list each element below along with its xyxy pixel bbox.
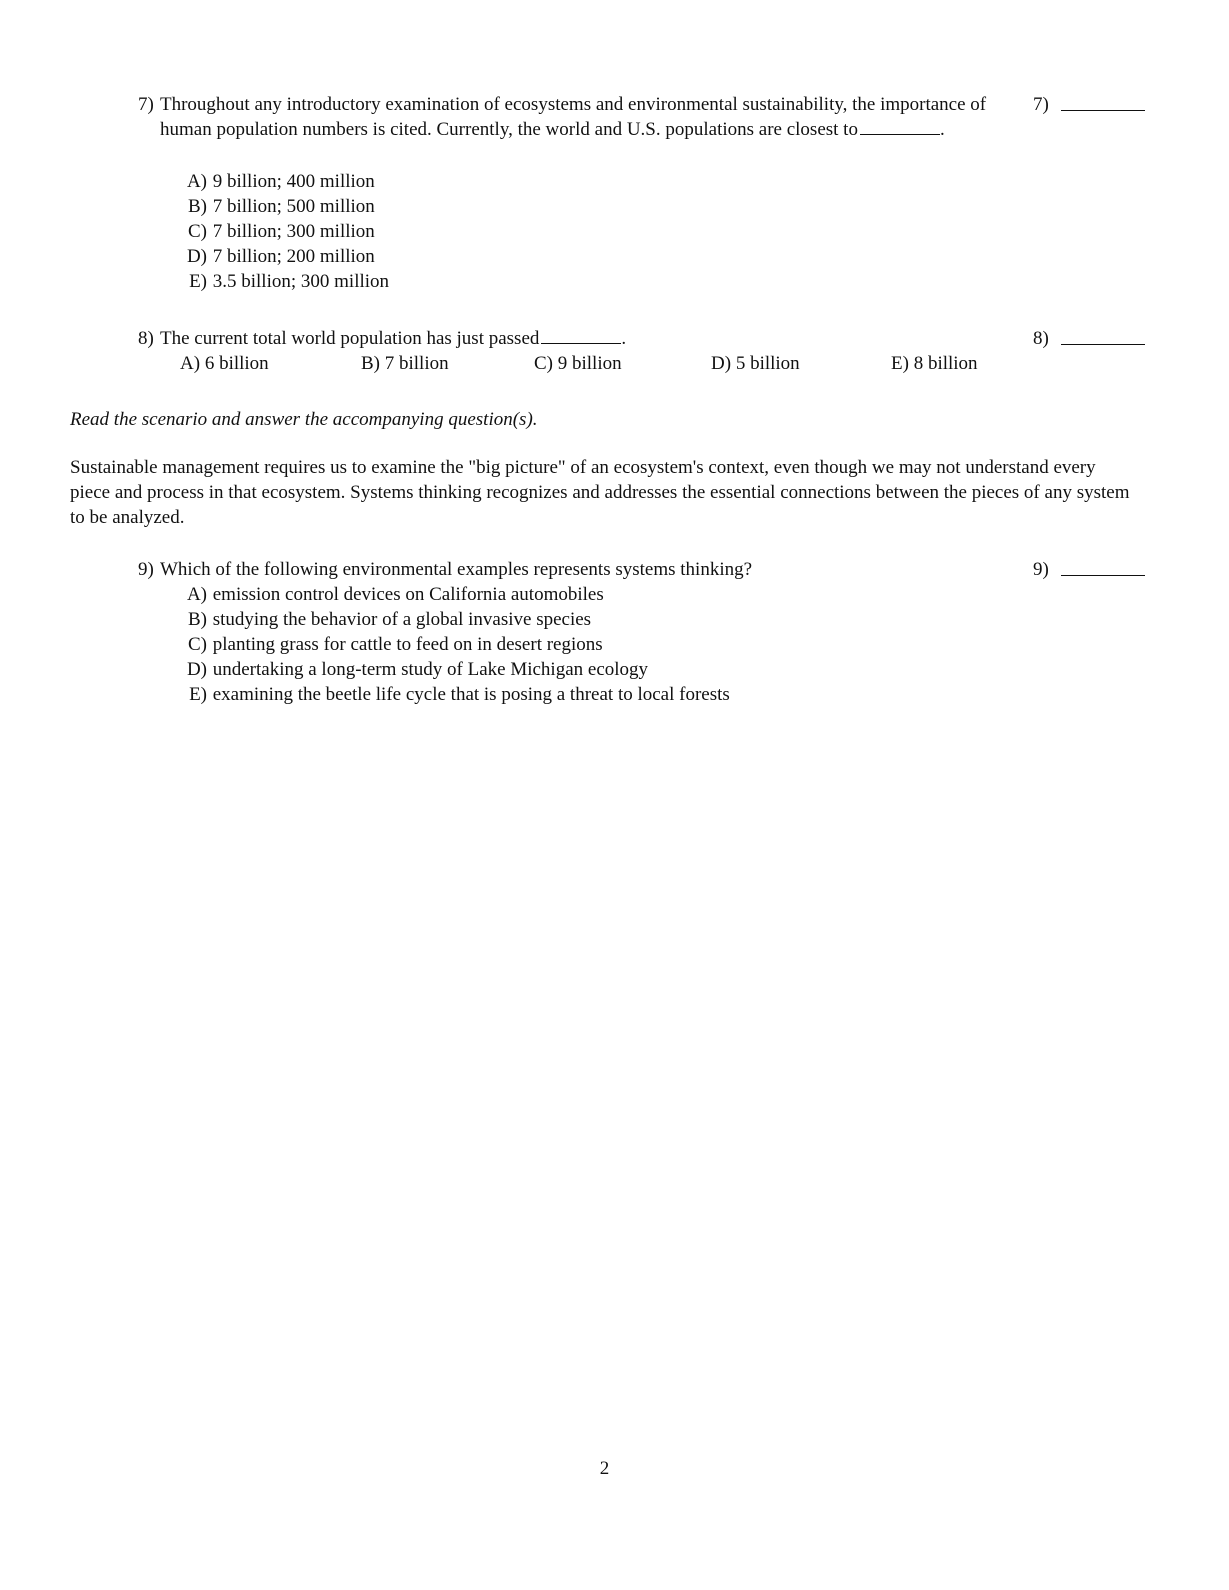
choice-list — [180, 582, 730, 707]
answer-number: 9) — [1033, 559, 1049, 580]
choice-d — [711, 351, 800, 376]
choice-a — [180, 582, 730, 607]
choice-d — [180, 657, 730, 682]
choice-text: 9 billion; 400 million — [212, 171, 375, 192]
question-text-main: The current total world population has just passed — [160, 328, 540, 349]
choice-letter: B) — [361, 353, 380, 374]
choice-b — [180, 194, 389, 219]
question-text-main: Throughout any introductory examination of ecosystems and environmental sustainability, the importance of human population numbers is cited. Currently, the world and U.S. populations are closest to — [160, 94, 987, 140]
choice-list — [180, 169, 389, 294]
inline-answer-blank — [860, 117, 940, 135]
scenario-instruction: Read the scenario and answer the accompanying question(s). — [70, 409, 538, 430]
choice-letter: C) — [534, 353, 553, 374]
choice-letter: A) — [186, 171, 207, 192]
choice-text: 6 billion — [204, 353, 269, 374]
choice-text: 7 billion; 200 million — [212, 246, 375, 267]
choice-text: planting grass for cattle to feed on in desert regions — [212, 634, 603, 655]
choice-letter: D) — [186, 246, 207, 267]
choice-e — [180, 269, 389, 294]
choice-text: 8 billion — [913, 353, 978, 374]
choice-text: 3.5 billion; 300 million — [212, 271, 390, 292]
choice-b — [180, 607, 730, 632]
choice-text: 9 billion — [557, 353, 622, 374]
choice-d — [180, 244, 389, 269]
answer-line[interactable] — [1061, 575, 1145, 576]
question-text-end: . — [621, 328, 627, 349]
choice-letter: C) — [188, 221, 207, 242]
answer-line[interactable] — [1061, 344, 1145, 345]
scenario-paragraph: Sustainable management requires us to examine the "big picture" of an ecosystem's context, even though we may not understand every piece and process in that ecosystem. Systems thinking recognizes and addresses the essential connections between the pieces of any system to be analyzed. — [70, 457, 1130, 528]
choice-text: studying the behavior of a global invasive species — [212, 609, 592, 630]
choice-c — [180, 219, 389, 244]
choice-c — [534, 351, 622, 376]
question-text-end: . — [939, 119, 945, 140]
choice-letter: E) — [891, 353, 909, 374]
question-number: 8) — [138, 328, 154, 349]
answer-number: 8) — [1033, 328, 1049, 349]
choice-letter: D) — [186, 659, 207, 680]
choice-text: 7 billion — [384, 353, 449, 374]
question-number: 9) — [138, 559, 154, 580]
choice-letter: E) — [189, 684, 207, 705]
choice-text: 7 billion; 300 million — [212, 221, 375, 242]
choice-e — [180, 682, 730, 707]
answer-number: 7) — [1033, 94, 1049, 115]
question-text — [160, 92, 990, 142]
choice-letter: C) — [188, 634, 207, 655]
choice-a — [180, 169, 389, 194]
inline-answer-blank — [541, 326, 621, 344]
choice-b — [361, 351, 449, 376]
choice-e — [891, 351, 978, 376]
question-text — [160, 326, 990, 351]
choice-text: undertaking a long-term study of Lake Michigan ecology — [212, 659, 649, 680]
choice-letter: E) — [189, 271, 207, 292]
page-number: 2 — [599, 1458, 610, 1479]
choice-row — [180, 351, 1080, 376]
choice-text: 5 billion — [735, 353, 800, 374]
choice-letter: A) — [186, 584, 207, 605]
choice-c — [180, 632, 730, 657]
choice-letter: B) — [188, 609, 207, 630]
question-text: Which of the following environmental examples represents systems thinking? — [160, 559, 753, 580]
choice-text: 7 billion; 500 million — [212, 196, 375, 217]
choice-text: examining the beetle life cycle that is posing a threat to local forests — [212, 684, 730, 705]
choice-letter: B) — [188, 196, 207, 217]
choice-letter: A) — [180, 353, 201, 374]
choice-text: emission control devices on California automobiles — [212, 584, 604, 605]
choice-letter: D) — [711, 353, 732, 374]
answer-line[interactable] — [1061, 110, 1145, 111]
choice-a — [180, 351, 269, 376]
question-number: 7) — [138, 94, 154, 115]
